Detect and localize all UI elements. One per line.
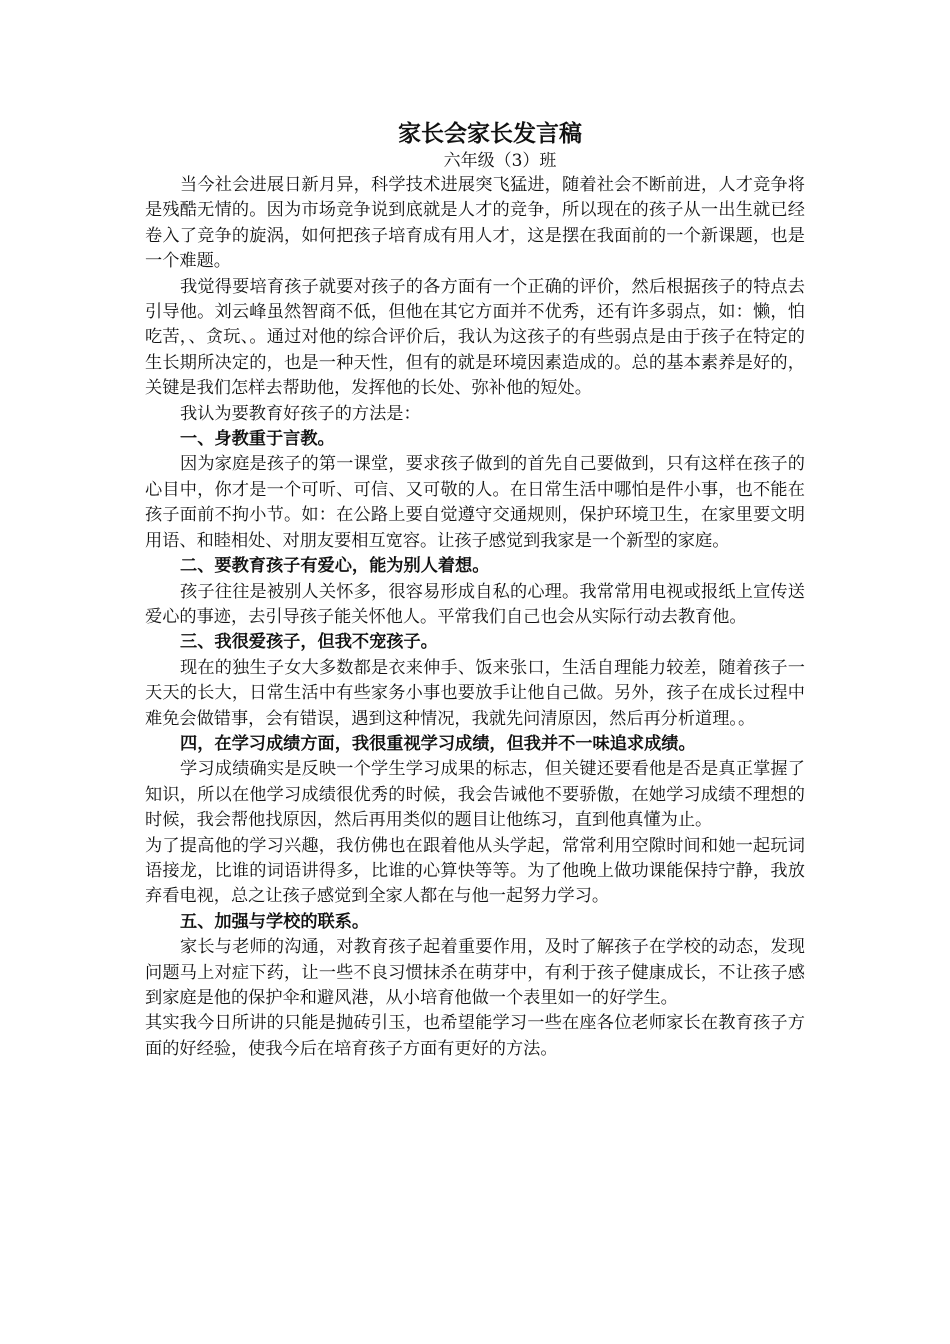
paragraph-section-5: 家长与老师的沟通，对教育孩子起着重要作用，及时了解孩子在学校的动态，发现问题马上对症下药，让一些不良习惯抹杀在萌芽中，有利于孩子健康成长，不让孩子感到家庭是他的保护伞和避风港，从小培育他做一个表里如一的好学生。	[145, 937, 805, 1008]
document-body	[145, 119, 805, 1062]
section-heading-1: 一、身教重于言教。	[180, 429, 335, 450]
section-heading-3: 三、我很爱孩子，但我不宠孩子。	[180, 632, 438, 653]
section-heading-2: 二、要教育孩子有爱心，能为别人着想。	[180, 556, 490, 577]
class-subtitle: 六年级（3）班	[443, 151, 557, 171]
paragraph-section-1: 因为家庭是孩子的第一课堂，要求孩子做到的首先自己要做到，只有这样在孩子的心目中，你才是一个可听、可信、又可敬的人。在日常生活中哪怕是件小事，也不能在孩子面前不拘小节。如：在公路上要自觉遵守交通规则，保护环境卫生，在家里要文明用语、和睦相处、对朋友要相互宽容。让孩子感觉到我家是一个新型的家庭。	[145, 454, 805, 551]
paragraph-intro: 当今社会进展日新月异，科学技术进展突飞猛进，随着社会不断前进，人才竞争将是残酷无情的。因为市场竞争说到底就是人才的竞争，所以现在的孩子从一出生就已经卷入了竞争的旋涡，如何把孩子培育成有用人才，这是摆在我面前的一个新课题，也是一个难题。	[145, 175, 805, 272]
paragraph-section-2: 孩子往往是被别人关怀多，很容易形成自私的心理。我常常用电视或报纸上宣传送爱心的事迹，去引导孩子能关怀他人。平常我们自己也会从实际行动去教育他。	[145, 581, 805, 627]
paragraph-methods-lead: 我认为要教育好孩子的方法是：	[180, 403, 421, 424]
paragraph-section-4a: 学习成绩确实是反映一个学生学习成果的标志，但关键还要看他是否是真正掌握了知识，所以在他学习成绩很优秀的时候，我会告诫他不要骄傲，在她学习成绩不理想的时候，我会帮他找原因，然后再用类似的题目让他练习，直到他真懂为止。	[145, 759, 805, 831]
paragraph-section-3: 现在的独生子女大多数都是衣来伸手、饭来张口，生活自理能力较差，随着孩子一天天的长大，日常生活中有些家务小事也要放手让他自己做。另外，孩子在成长过程中难免会做错事，会有错误，遇到这种情况，我就先问清原因，然后再分析道理。。	[145, 657, 805, 729]
paragraph-evaluation: 我觉得要培育孩子就要对孩子的各方面有一个正确的评价，然后根据孩子的特点去引导他。刘云峰虽然智商不低，但他在其它方面并不优秀，还有许多弱点，如：懒，怕吃苦，、贪玩、。通过对他的综合评价后，我认为这孩子的有些弱点是由于孩子在特定的生长期所决定的，也是一种天性，但有的就是环境因素造成的。总的基本素养是好的，关键是我们怎样去帮助他，发挥他的长处、弥补他的短处。	[145, 276, 805, 399]
paragraph-closing: 其实我今日所讲的只能是抛砖引玉，也希望能学习一些在座各位老师家长在教育孩子方面的好经验，使我今后在培育孩子方面有更好的方法。	[145, 1013, 805, 1059]
document-title: 家长会家长发言稿	[398, 120, 582, 147]
section-heading-4: 四，在学习成绩方面，我很重视学习成绩，但我并不一味追求成绩。	[180, 733, 696, 754]
paragraph-section-4b: 为了提高他的学习兴趣，我仿佛也在跟着他从头学起，常常利用空隙时间和她一起玩词语接龙，比谁的词语讲得多，比谁的心算快等等。为了他晚上做功课能保持宁静，我放弃看电视，总之让孩子感觉到全家人都在与他一起努力学习。	[145, 835, 805, 907]
section-heading-5: 五、加强与学校的联系。	[180, 911, 370, 932]
